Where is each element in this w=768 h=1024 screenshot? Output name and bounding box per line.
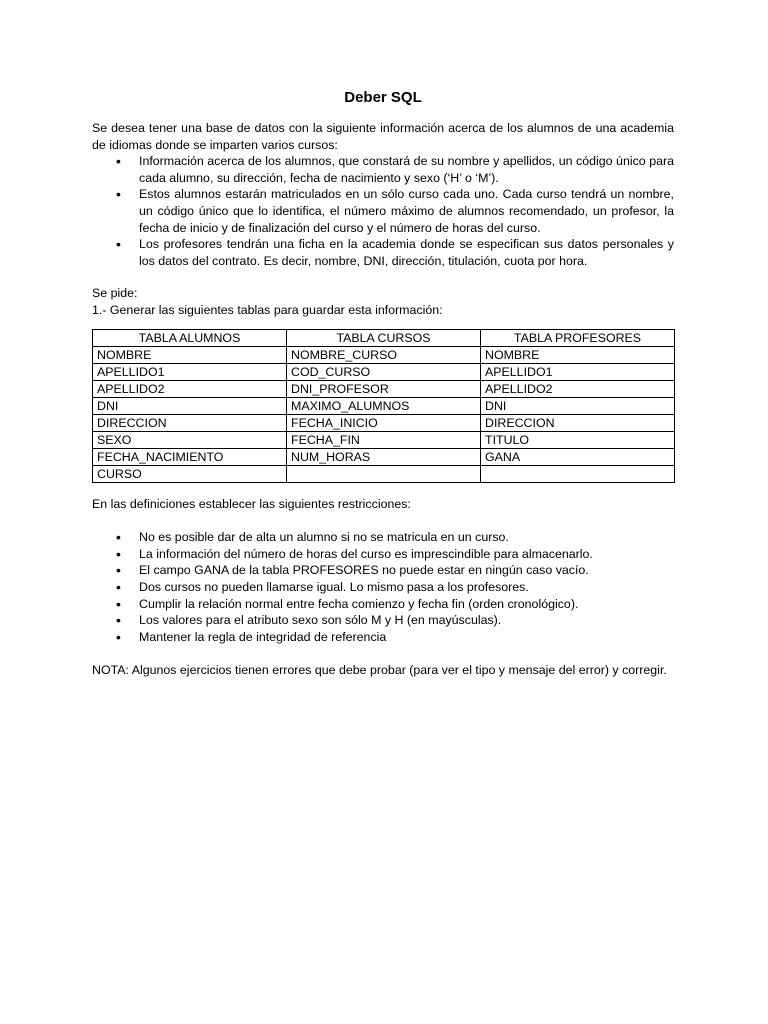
restrictions-intro: En las definiciones establecer las siguientes restricciones: <box>92 496 411 511</box>
table-cell: NUM_HORAS <box>287 448 481 465</box>
note-paragraph: NOTA: Algunos ejercicios tienen errores que debe probar (para ver el tipo y mensaje del error) y corregir. <box>92 663 667 678</box>
table-cell: FECHA_NACIMIENTO <box>93 448 287 465</box>
intro-paragraph: Se desea tener una base de datos con la siguiente información acerca de los alumnos de una academia de idiomas donde se imparten varios cursos: <box>92 121 674 152</box>
restriction-item: • El campo GANA de la tabla PROFESORES no puede estar en ningún caso vacío. <box>92 562 674 579</box>
intro-bullet-list <box>92 153 674 269</box>
restriction-item: • Los valores para el atributo sexo son sólo M y H (en mayúsculas). <box>92 612 674 629</box>
table-cell: FECHA_INICIO <box>287 414 481 431</box>
restrictions-list <box>92 529 674 645</box>
restriction-item: • No es posible dar de alta un alumno si no se matricula en un curso. <box>92 529 674 546</box>
table-row <box>93 363 675 380</box>
table-cell: FECHA_FIN <box>287 431 481 448</box>
table-cell: APELLIDO1 <box>481 363 675 380</box>
document-page <box>92 88 674 679</box>
table-row <box>93 346 675 363</box>
table-cell: COD_CURSO <box>287 363 481 380</box>
se-pide-label: Se pide: <box>92 286 138 301</box>
table-header-cell: TABLA PROFESORES <box>481 329 675 346</box>
table-row <box>93 465 675 482</box>
intro-bullet-item: • Estos alumnos estarán matriculados en un sólo curso cada uno. Cada curso tendrá un nombre, un código único que lo identifica, el número máximo de alumnos recomendado, un profesor, la fecha de inicio y de finalización del curso y el número de horas del curso. <box>92 186 674 236</box>
table-header-cell: TABLA ALUMNOS <box>93 329 287 346</box>
table-cell: GANA <box>481 448 675 465</box>
restriction-item: • Mantener la regla de integridad de referencia <box>92 629 674 646</box>
table-cell: TITULO <box>481 431 675 448</box>
table-row <box>93 414 675 431</box>
table-cell: CURSO <box>93 465 287 482</box>
table-cell <box>287 465 481 482</box>
table-cell: APELLIDO2 <box>481 380 675 397</box>
table-header-row <box>93 329 675 346</box>
restriction-item: • Cumplir la relación normal entre fecha comienzo y fecha fin (orden cronológico). <box>92 596 674 613</box>
table-row <box>93 448 675 465</box>
table-cell: DNI <box>481 397 675 414</box>
tables-definition-table <box>92 329 675 483</box>
table-cell: DIRECCION <box>93 414 287 431</box>
table-cell: SEXO <box>93 431 287 448</box>
intro-bullet-item: • Información acerca de los alumnos, que constará de su nombre y apellidos, un código único para cada alumno, su dirección, fecha de nacimiento y sexo (‘H’ o ‘M’). <box>92 153 674 186</box>
intro-bullet-item: • Los profesores tendrán una ficha en la academia donde se especifican sus datos personales y los datos del contrato. Es decir, nombre, DNI, dirección, titulación, cuota por hora. <box>92 236 674 269</box>
restriction-item: • La información del número de horas del curso es imprescindible para almacenarlo. <box>92 546 674 563</box>
restriction-item: • Dos cursos no pueden llamarse igual. Lo mismo pasa a los profesores. <box>92 579 674 596</box>
step-1-text: 1.- Generar las siguientes tablas para guardar esta información: <box>92 302 443 317</box>
table-row <box>93 431 675 448</box>
table-cell: APELLIDO2 <box>93 380 287 397</box>
table-row <box>93 397 675 414</box>
table-header-cell: TABLA CURSOS <box>287 329 481 346</box>
table-cell: NOMBRE <box>93 346 287 363</box>
document-title: Deber SQL <box>344 89 422 106</box>
table-cell: MAXIMO_ALUMNOS <box>287 397 481 414</box>
table-cell: NOMBRE_CURSO <box>287 346 481 363</box>
table-cell: DNI_PROFESOR <box>287 380 481 397</box>
table-cell: DNI <box>93 397 287 414</box>
table-cell: APELLIDO1 <box>93 363 287 380</box>
table-cell <box>481 465 675 482</box>
table-cell: NOMBRE <box>481 346 675 363</box>
table-cell: DIRECCION <box>481 414 675 431</box>
table-row <box>93 380 675 397</box>
